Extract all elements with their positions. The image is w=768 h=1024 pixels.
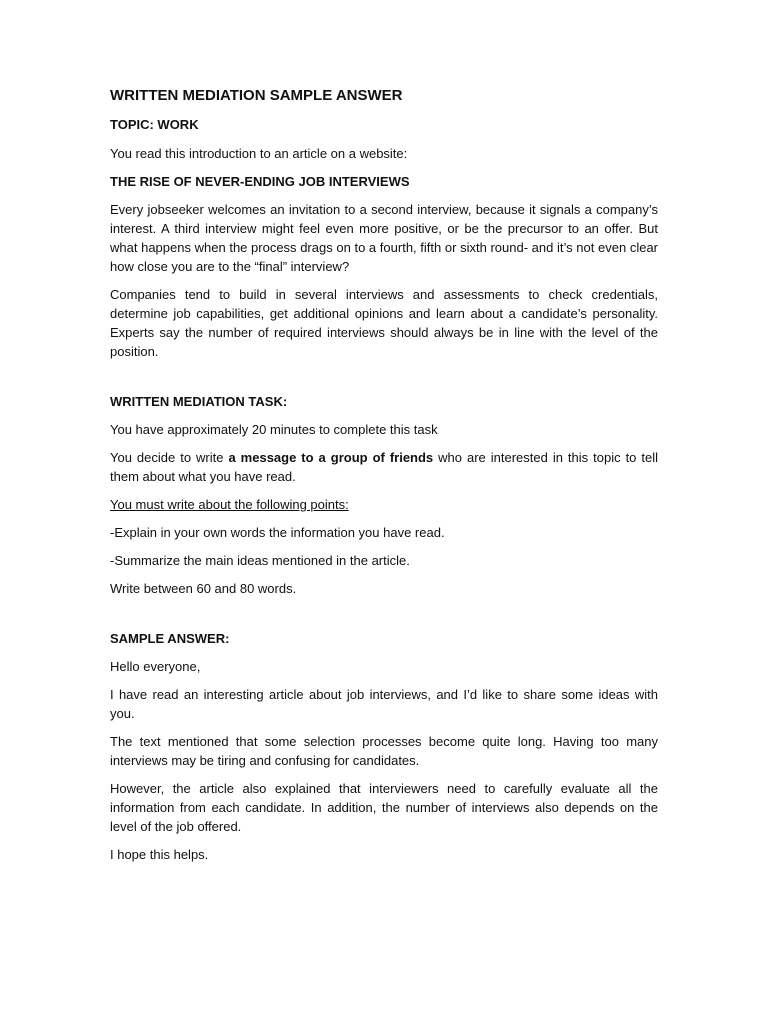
- sample-greeting: Hello everyone,: [110, 659, 201, 674]
- sample-paragraph-3: However, the article also explained that interviewers need to carefully evaluate all the information from each candidate. In addition, the number of interviews also depends on the level of the job offered.: [110, 781, 658, 834]
- sample-paragraph-1: I have read an interesting article about job interviews, and I’d like to share some ideas with you.: [110, 687, 658, 721]
- task-time: You have approximately 20 minutes to complete this task: [110, 422, 438, 437]
- sample-heading: SAMPLE ANSWER:: [110, 631, 230, 646]
- article-headline: THE RISE OF NEVER-ENDING JOB INTERVIEWS: [110, 174, 410, 189]
- intro-text: You read this introduction to an article on a website:: [110, 146, 408, 161]
- topic-label: TOPIC: WORK: [110, 117, 199, 132]
- task-point-2: -Summarize the main ideas mentioned in the article.: [110, 553, 410, 568]
- task-instruction-end: who are interested in this topic to tell them about what you have read.: [110, 450, 659, 484]
- document-title: WRITTEN MEDIATION SAMPLE ANSWER: [110, 87, 403, 104]
- task-point-1: -Explain in your own words the information you have read.: [110, 525, 445, 540]
- task-heading: WRITTEN MEDIATION TASK:: [110, 394, 288, 409]
- article-paragraph-2: Companies tend to build in several interviews and assessments to check credentials, determine job capabilities, get additional opinions and learn about a candidate’s personality. Experts say the number of required interviews should always be in line with the level of the position.: [110, 287, 658, 359]
- sample-paragraph-2: The text mentioned that some selection processes become quite long. Having too many interviews may be tiring and confusing for candidates.: [110, 734, 658, 768]
- word-count-instruction: Write between 60 and 80 words.: [110, 581, 297, 596]
- task-instruction-emphasis: a message to a group of friends: [228, 450, 434, 465]
- task-instruction: [110, 448, 658, 486]
- article-paragraph-1: Every jobseeker welcomes an invitation to a second interview, because it signals a company’s interest. A third interview might feel even more positive, or be the precursor to an offer. But what happens when the process drags on to a fourth, fifth or sixth round- and it’s not even clear how close you are to the “final” interview?: [110, 202, 658, 274]
- document-page: [110, 86, 658, 864]
- sample-closing: I hope this helps.: [110, 847, 209, 862]
- points-heading: You must write about the following points:: [110, 497, 349, 512]
- task-instruction-start: You decide to write: [110, 450, 229, 465]
